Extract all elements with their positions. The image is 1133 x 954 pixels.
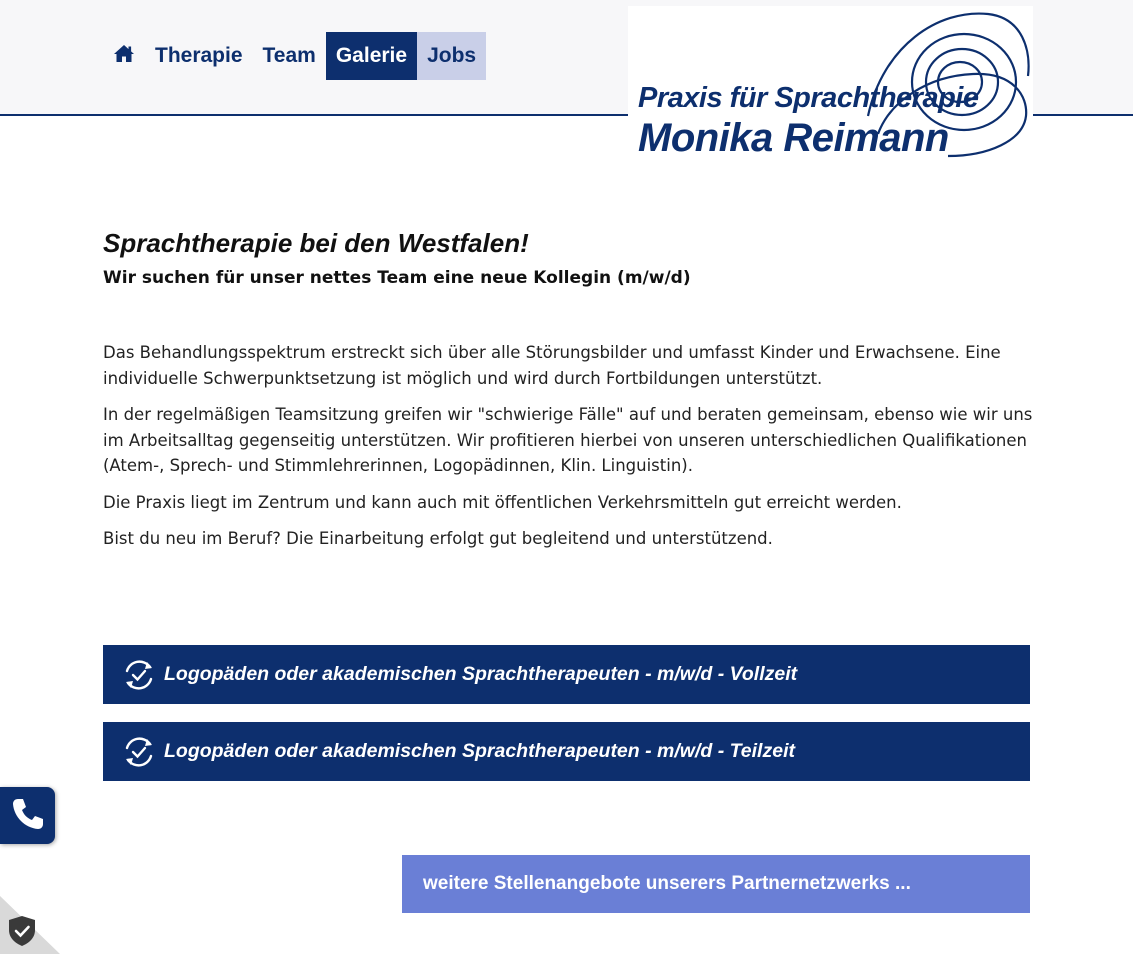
job-accordion-vollzeit[interactable]	[103, 645, 1030, 704]
partner-jobs-button[interactable]	[402, 855, 1030, 913]
praxis-logo[interactable]	[628, 6, 1033, 164]
logo-line1: Praxis für Sprachtherapie	[638, 82, 979, 114]
call-button[interactable]	[0, 787, 55, 844]
nav-team[interactable]: Team	[262, 44, 316, 67]
page-subtitle: Wir suchen für unser nettes Team eine neue Kollegin (m/w/d)	[103, 268, 691, 288]
intro-text	[103, 340, 1033, 563]
privacy-settings-button[interactable]	[0, 896, 60, 954]
paragraph: Die Praxis liegt im Zentrum und kann auch mit öffentlichen Verkehrsmitteln gut erreicht werden.	[103, 492, 902, 512]
paragraph: Bist du neu im Beruf? Die Einarbeitung erfolgt gut begleitend und unterstützend.	[103, 529, 773, 548]
paragraph: Das Behandlungsspektrum erstreckt sich über alle Störungsbilder und umfasst Kinder und Erwachsene. Eine individuelle Schwerpunktsetzung ist möglich und wird durch Fortbildungen unterstützt.	[103, 343, 1001, 388]
home-icon	[113, 44, 135, 69]
shield-check-icon	[0, 896, 60, 954]
job-title: Logopäden oder akademischen Sprachtherapeuten - m/w/d - Teilzeit	[164, 740, 795, 762]
logo-line2: Monika Reimann	[638, 116, 949, 160]
refresh-check-icon	[121, 734, 157, 770]
site-header	[0, 0, 1133, 160]
job-title: Logopäden oder akademischen Sprachtherapeuten - m/w/d - Vollzeit	[164, 663, 798, 685]
nav-galerie[interactable]: Galerie	[326, 32, 417, 80]
refresh-check-icon	[121, 657, 157, 693]
job-accordion-teilzeit[interactable]	[103, 722, 1030, 781]
nav-jobs[interactable]: Jobs	[417, 32, 486, 80]
nav-home[interactable]	[103, 32, 145, 80]
nav-therapie[interactable]: Therapie	[155, 44, 243, 67]
main-nav	[103, 32, 486, 80]
paragraph: In der regelmäßigen Teamsitzung greifen wir "schwierige Fälle" auf und beraten gemeinsam, ebenso wie wir uns im Arbeitsalltag gegenseitig unterstützen. Wir profitieren hierbei von unseren unterschiedlichen Qualifikationen (Atem-, Sprech- und Stimmlehrerinnen, Logopädinnen, Klin. Linguistin).	[103, 405, 1033, 475]
phone-icon	[11, 797, 45, 835]
page-title: Sprachtherapie bei den Westfalen!	[103, 228, 529, 258]
partner-jobs-label: weitere Stellenangebote unserers Partnernetzwerks ...	[423, 873, 911, 894]
